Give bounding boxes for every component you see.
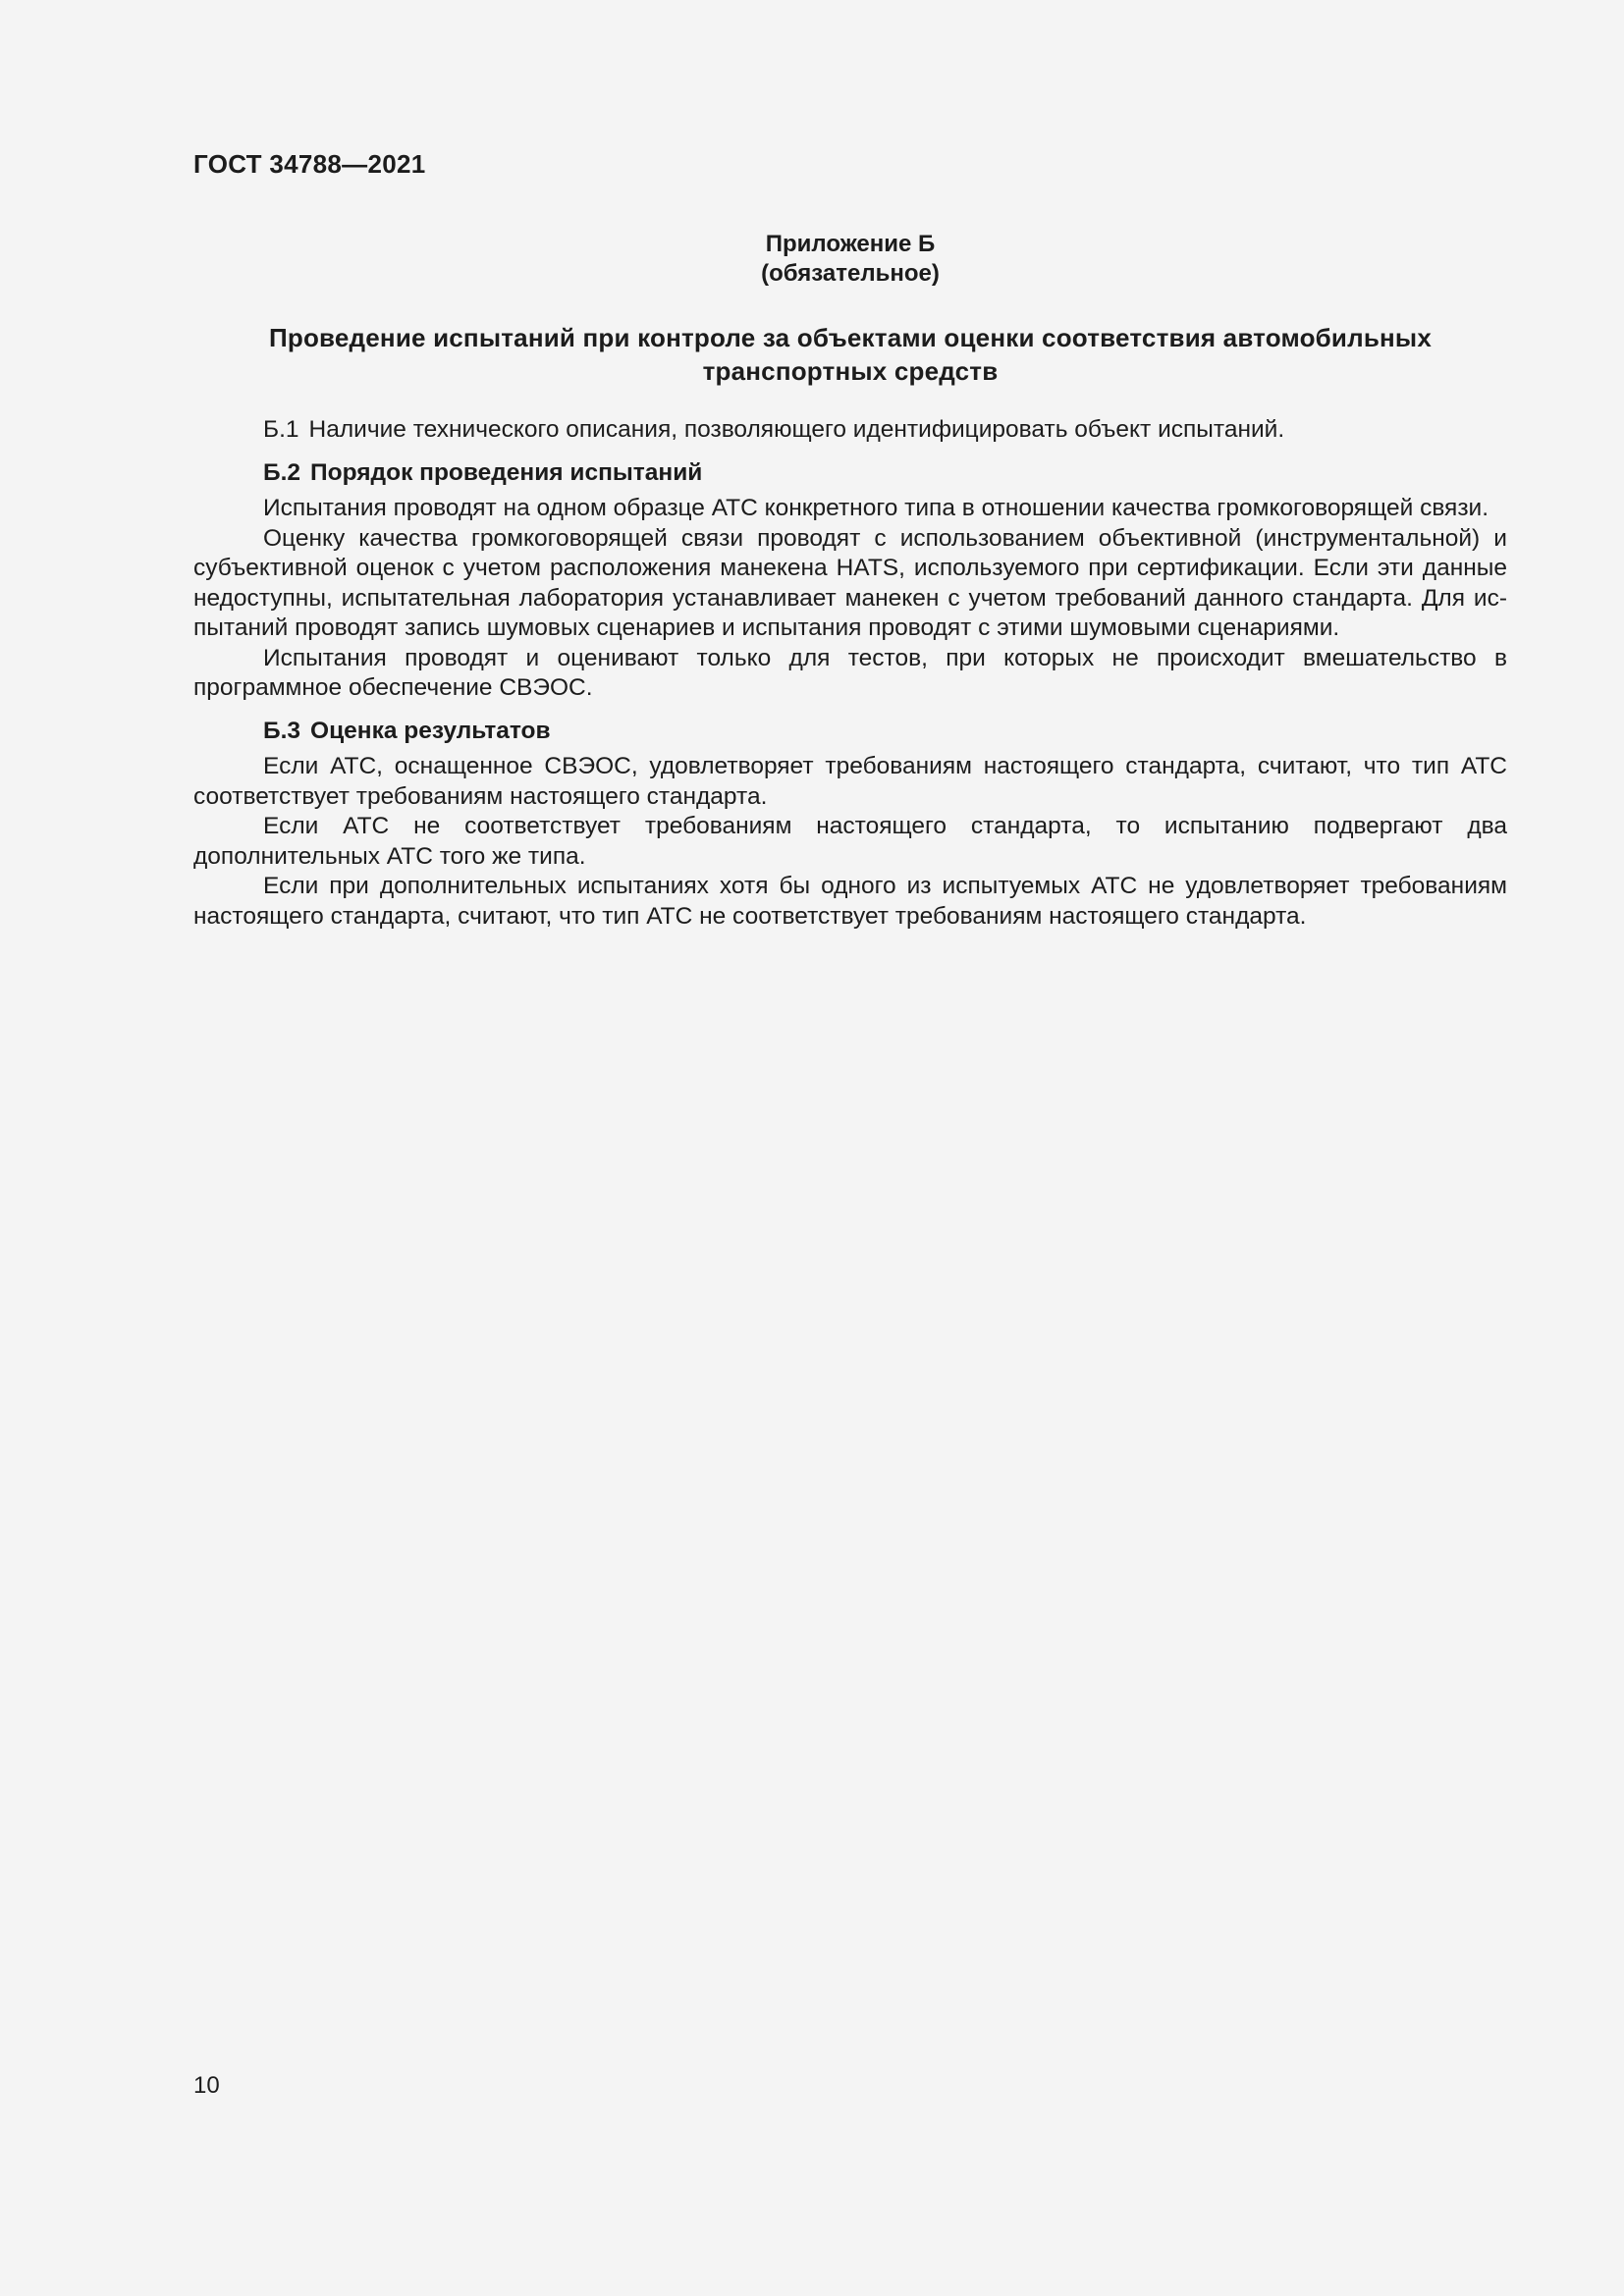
document-page: [193, 147, 1507, 932]
section-b3-paragraph-2: Если АТС не соответствует требованиям настоящего стандарта, то испытанию подвергают два дополнительных АТС того же типа.: [193, 813, 1507, 870]
document-code: ГОСТ 34788—2021: [193, 149, 426, 179]
page-number: 10: [193, 2072, 220, 2099]
annex-status: (обязательное): [761, 260, 940, 287]
annex-header: [193, 230, 1507, 289]
section-b2-paragraph-1: Испытания проводят на одном образце АТС конкретного типа в отношении качества громкоговорящей связи.: [263, 495, 1489, 521]
section-b1: [193, 415, 1507, 446]
section-b3-heading: [193, 717, 1507, 747]
section-b3-title: Оценка результатов: [310, 717, 551, 744]
section-b1-number: Б.1: [263, 416, 299, 443]
section-b2-number: Б.2: [263, 458, 301, 486]
section-b2-paragraph-2: Оценку качества громкоговорящей связи проводят с использованием объективной (инструментальной) и субъективной оценок с учетом расположения манекена HATS, используемого при сертификации. Если эти данные недоступны, испытательная лаборатория устанавливает манекен с учетом требований данного стандарта. Для испытаний проводят запись шумовых сценариев и испытания проводят с этими шумовыми сценариями.: [193, 524, 1507, 641]
document-body: [193, 415, 1507, 932]
section-b1-text: Наличие технического описания, позволяющего идентифицировать объект испытаний.: [308, 416, 1285, 443]
annex-title-line-2: транспортных средств: [702, 356, 999, 386]
annex-title-line-1: Проведение испытаний при контроле за объектами оценки соответствия автомобильных: [269, 323, 1432, 352]
section-b2-heading: [193, 458, 1507, 489]
section-b3-number: Б.3: [263, 717, 301, 744]
annex-label: Приложение Б: [765, 231, 936, 257]
section-b2-title: Порядок проведения испытаний: [310, 458, 703, 486]
annex-title: [193, 321, 1507, 388]
section-b2-paragraph-3: Испытания проводят и оценивают только для тестов, при которых не происходит вмешательство в программное обеспечение СВЭОС.: [193, 644, 1507, 701]
section-b3-paragraph-1: Если АТС, оснащенное СВЭОС, удовлетворяет требованиям настоящего стандарта, считают, что тип АТС соответствует требованиям настоящего стандарта.: [193, 753, 1507, 810]
section-b3-paragraph-3: Если при дополнительных испытаниях хотя бы одного из испытуемых АТС не удовлетворяет требованиям настоящего стандарта, считают, что тип АТС не соответствует требованиям настоящего стандарта.: [193, 873, 1507, 930]
